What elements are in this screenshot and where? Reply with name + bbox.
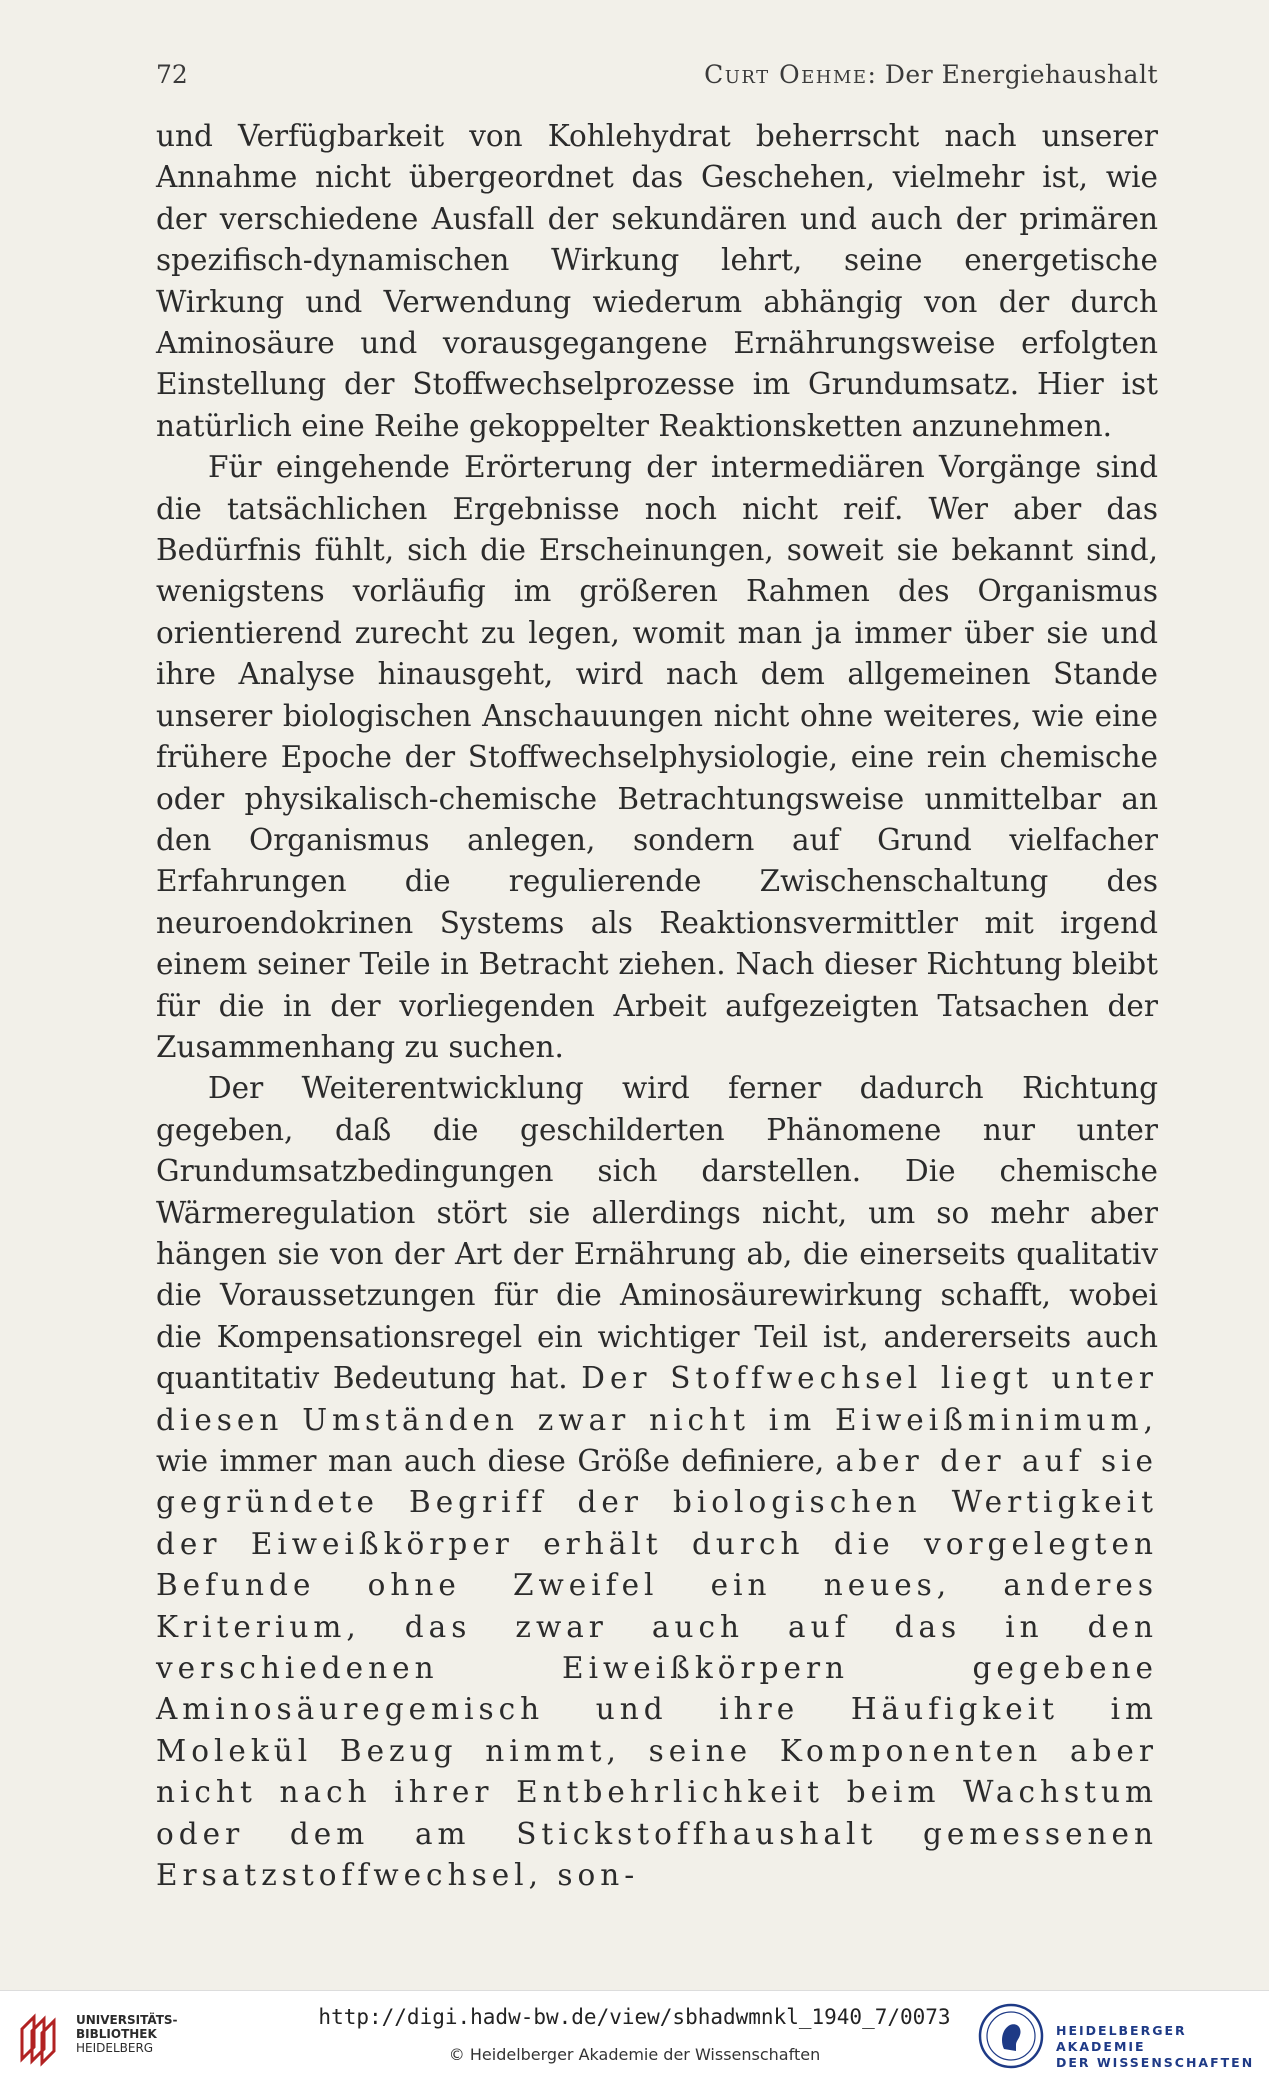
academy-line-2: DER WISSENSCHAFTEN <box>1056 2055 1255 2070</box>
paragraph-3-spaced-a: Der Stoffwechsel liegt unter diesen Umständen zwar nicht im Eiweißminimum, <box>156 1361 1158 1437</box>
page-header <box>156 60 1158 100</box>
paragraph-1: und Verfügbarkeit von Kohlehydrat beherrscht nach unserer Annahme nicht übergeordnet das Geschehen, vielmehr ist, wie der verschiedene Ausfall der sekundären und auch der primären spezifisch-dynamischen Wirkung lehrt, seine energetische Wirkung und Verwendung wiederum abhängig von der durch Aminosäure und vorausgegangene Ernährungsweise erfolgten Einstellung der Stoffwechselprozesse im Grundumsatz. Hier ist natürlich eine Reihe gekoppelter Reaktionsketten anzunehmen. <box>156 119 1158 443</box>
title-rest: : Der Energiehaushalt <box>867 60 1158 89</box>
body-text <box>156 116 1158 1896</box>
paragraph-3-spaced-b: aber der auf sie gegründete Begriff der biologischen Wertigkeit der Eiweißkörper erhält durch die vorgelegten Befunde ohne Zweifel ein neues, anderes Kriterium, das zwar auch auf das in den verschiedenen Eiweißkörpern gegebene Aminosäuregemisch und ihre Häufigkeit im Molekül Bezug nimmt, seine Komponenten aber nicht nach ihrer Entbehrlichkeit beim Wachstum oder dem am Stickstoffhaushalt gemessenen Ersatzstoffwechsel, son- <box>156 1444 1158 1893</box>
permalink-url[interactable]: http://digi.hadw-bw.de/view/sbhadwmnkl_1940_7/0073 <box>318 2005 951 2029</box>
academy-name <box>1056 2023 1269 2071</box>
author-name: Curt Oehme <box>704 60 868 89</box>
paragraph-3-part-c: wie immer man auch diese Größe definiere, <box>156 1444 825 1478</box>
library-line-1: UNIVERSITÄTS- <box>76 2013 178 2027</box>
page-number: 72 <box>156 60 188 89</box>
footer-bar <box>0 1990 1269 2085</box>
running-title <box>704 60 1158 89</box>
academy-line-1: HEIDELBERGER AKADEMIE <box>1056 2023 1187 2054</box>
academy-seal-icon <box>978 2003 1044 2069</box>
library-line-2: BIBLIOTHEK <box>76 2027 157 2041</box>
paragraph-3 <box>156 1068 1158 1896</box>
copyright-notice: © Heidelberger Akademie der Wissenschaften <box>448 2045 821 2064</box>
paragraph-3-part-a: Der Weiterentwicklung wird ferner dadurch Richtung gegeben, daß die geschilderten Phänomene nur unter Grundumsatzbedingungen sich darstellen. Die chemische Wärmeregulation stört sie allerdings nicht, um so mehr aber hängen sie von der Art der Ernährung ab, die einerseits qualitativ die Voraussetzungen für die Aminosäurewirkung schafft, wobei die Kompensationsregel ein wichtiger Teil ist, andererseits auch quantitativ Bedeutung hat. <box>156 1071 1158 1396</box>
paragraph-2: Für eingehende Erörterung der intermediären Vorgänge sind die tatsächlichen Ergebnisse noch nicht reif. Wer aber das Bedürfnis fühlt, sich die Erscheinungen, soweit sie bekannt sind, wenigstens vorläufig im größeren Rahmen des Organismus orientierend zurecht zu legen, womit man ja immer über sie und ihre Analyse hinausgeht, wird nach dem allgemeinen Stande unserer biologischen Anschauungen nicht ohne weiteres, wie eine frühere Epoche der Stoffwechselphysiologie, eine rein chemische oder physikalisch-chemische Betrachtungsweise unmittelbar an den Organismus anlegen, sondern auf Grund vielfacher Erfahrungen die regulierende Zwischenschaltung des neuroendokrinen Systems als Reaktionsvermittler mit irgend einem seiner Teile in Betracht ziehen. Nach dieser Richtung bleibt für die in der vorliegenden Arbeit aufgezeigten Tatsachen der Zusammenhang zu suchen. <box>156 450 1158 1064</box>
library-line-3: HEIDELBERG <box>76 2041 154 2055</box>
